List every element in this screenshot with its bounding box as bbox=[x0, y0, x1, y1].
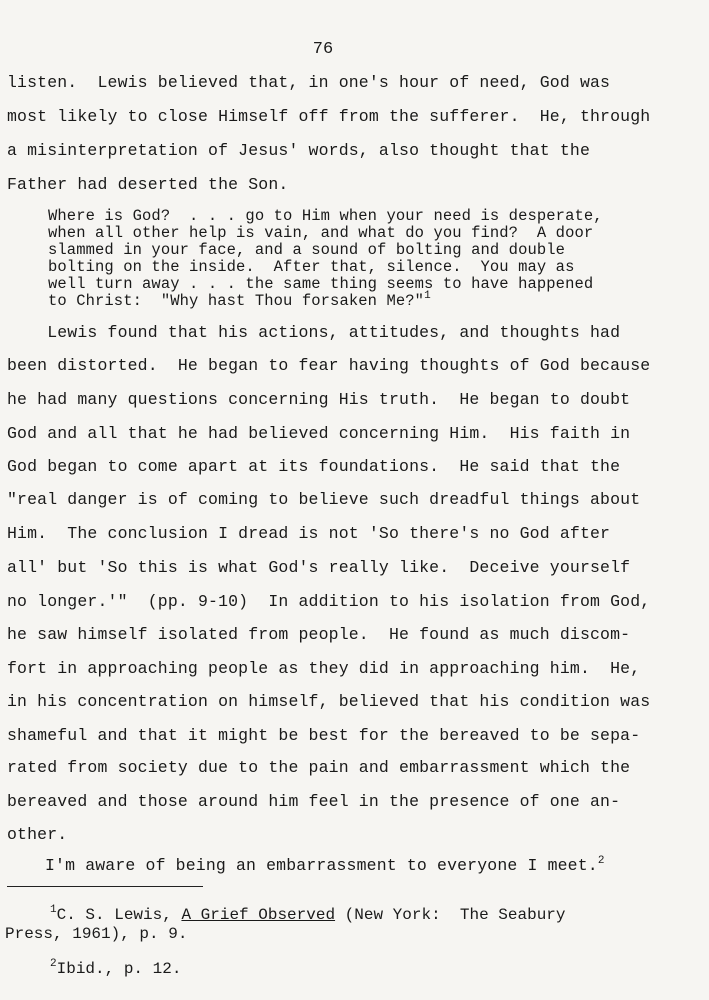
paragraph-line: no longer.'" (pp. 9-10) In addition to his isolation from God, bbox=[7, 592, 651, 611]
paragraph-line: listen. Lewis believed that, in one's hour of need, God was bbox=[7, 73, 611, 92]
book-title: A Grief Observed bbox=[181, 906, 336, 924]
paragraph-line: Father had deserted the Son. bbox=[7, 175, 289, 194]
quote-line: slammed in your face, and a sound of bolting and double bbox=[48, 241, 566, 259]
paragraph-line: fort in approaching people as they did in approaching him. He, bbox=[7, 659, 641, 678]
page-number: 76 bbox=[312, 40, 334, 59]
paragraph-line: all' but 'So this is what God's really like. Deceive yourself bbox=[7, 558, 631, 577]
footnote-ref: 1 bbox=[424, 290, 431, 302]
paragraph-line: Him. The conclusion I dread is not 'So there's no God after bbox=[7, 524, 611, 543]
paragraph-line: he saw himself isolated from people. He found as much discom- bbox=[7, 625, 631, 644]
paragraph-line: in his concentration on himself, believed that his condition was bbox=[7, 692, 651, 711]
footnote-ref: 2 bbox=[597, 855, 605, 867]
footnote-1: $^1$C. S. Lewis, A Grief Observed (New York: The Seabury bbox=[50, 904, 566, 924]
paragraph-line: shameful and that it might be best for the bereaved to be sepa- bbox=[7, 726, 641, 745]
quote-line: to Christ: "Why hast Thou forsaken Me?"$^1$ bbox=[48, 290, 431, 310]
quote-line: when all other help is vain, and what do you find? A door bbox=[48, 224, 594, 242]
paragraph-line: he had many questions concerning His truth. He began to doubt bbox=[7, 390, 631, 409]
paragraph-line: God and all that he had believed concerning Him. His faith in bbox=[7, 424, 631, 443]
paragraph-line: "real danger is of coming to believe such dreadful things about bbox=[7, 490, 641, 509]
footnote-divider bbox=[7, 886, 203, 887]
indented-quote: I'm aware of being an embarrassment to everyone I meet.$^2$ bbox=[45, 855, 605, 875]
paragraph-line: most likely to close Himself off from the sufferer. He, through bbox=[7, 107, 651, 126]
paragraph-line: rated from society due to the pain and embarrassment which the bbox=[7, 758, 631, 777]
quote-line: Where is God? . . . go to Him when your need is desperate, bbox=[48, 207, 603, 225]
paragraph-line: been distorted. He began to fear having thoughts of God because bbox=[7, 356, 651, 375]
paragraph-line: Lewis found that his actions, attitudes, and thoughts had bbox=[7, 323, 621, 342]
paragraph-line: a misinterpretation of Jesus' words, also thought that the bbox=[7, 141, 590, 160]
paragraph-line: God began to come apart at its foundations. He said that the bbox=[7, 457, 621, 476]
quote-line: bolting on the inside. After that, silence. You may as bbox=[48, 258, 575, 276]
footnote-2: $^2$Ibid., p. 12. bbox=[50, 958, 182, 978]
quote-line: well turn away . . . the same thing seems to have happened bbox=[48, 275, 594, 293]
paragraph-line: bereaved and those around him feel in the presence of one an- bbox=[7, 792, 621, 811]
paragraph-line: other. bbox=[7, 825, 68, 844]
footnote-1-continued: Press, 1961), p. 9. bbox=[5, 925, 188, 943]
